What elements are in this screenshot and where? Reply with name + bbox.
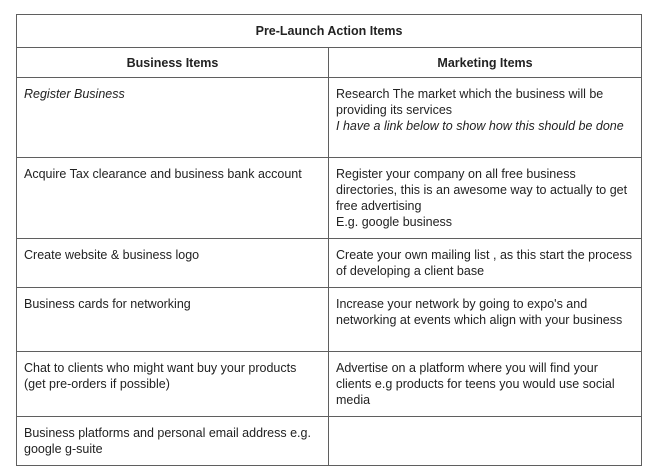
marketing-item-text: Register your company on all free business directories, this is an awesome way to actually to get free advertising <box>336 167 628 213</box>
table-row <box>17 239 642 288</box>
marketing-item-text: Research The market which the business will be providing its services <box>336 87 604 117</box>
header-business-items: Business Items <box>17 48 329 78</box>
business-cell <box>17 352 329 417</box>
business-cell <box>17 158 329 239</box>
table-row <box>17 417 642 466</box>
business-item-text: Business platforms and personal email address e.g. google g-suite <box>24 426 311 456</box>
marketing-item-text: Advertise on a platform where you will find your clients e.g products for teens you would use social media <box>336 361 615 407</box>
business-item-text: Chat to clients who might want buy your products (get pre-orders if possible) <box>24 361 297 391</box>
table-row <box>17 352 642 417</box>
table-title: Pre-Launch Action Items <box>17 15 642 48</box>
marketing-cell <box>329 288 642 352</box>
header-marketing-items: Marketing Items <box>329 48 642 78</box>
marketing-cell <box>329 78 642 158</box>
marketing-cell <box>329 239 642 288</box>
business-item-text: Acquire Tax clearance and business bank account <box>24 167 302 181</box>
business-cell <box>17 239 329 288</box>
marketing-cell-empty <box>329 417 642 466</box>
marketing-cell <box>329 158 642 239</box>
marketing-item-text: Create your own mailing list , as this start the process of developing a client base <box>336 248 632 278</box>
business-item-text: Business cards for networking <box>24 297 191 311</box>
business-item-text: Register Business <box>24 87 125 101</box>
business-cell <box>17 417 329 466</box>
business-item-text: Create website & business logo <box>24 248 200 262</box>
marketing-cell <box>329 352 642 417</box>
marketing-item-text: Increase your network by going to expo's and networking at events which align with your business <box>336 297 623 327</box>
marketing-item-example: E.g. google business <box>336 215 453 229</box>
marketing-item-note: I have a link below to show how this should be done <box>336 119 624 133</box>
header-row <box>17 48 642 78</box>
business-cell <box>17 288 329 352</box>
table-row <box>17 158 642 239</box>
business-cell <box>17 78 329 158</box>
table-row <box>17 78 642 158</box>
action-items-sheet <box>16 14 641 466</box>
table-row <box>17 288 642 352</box>
action-items-table <box>16 14 642 466</box>
title-row <box>17 15 642 48</box>
